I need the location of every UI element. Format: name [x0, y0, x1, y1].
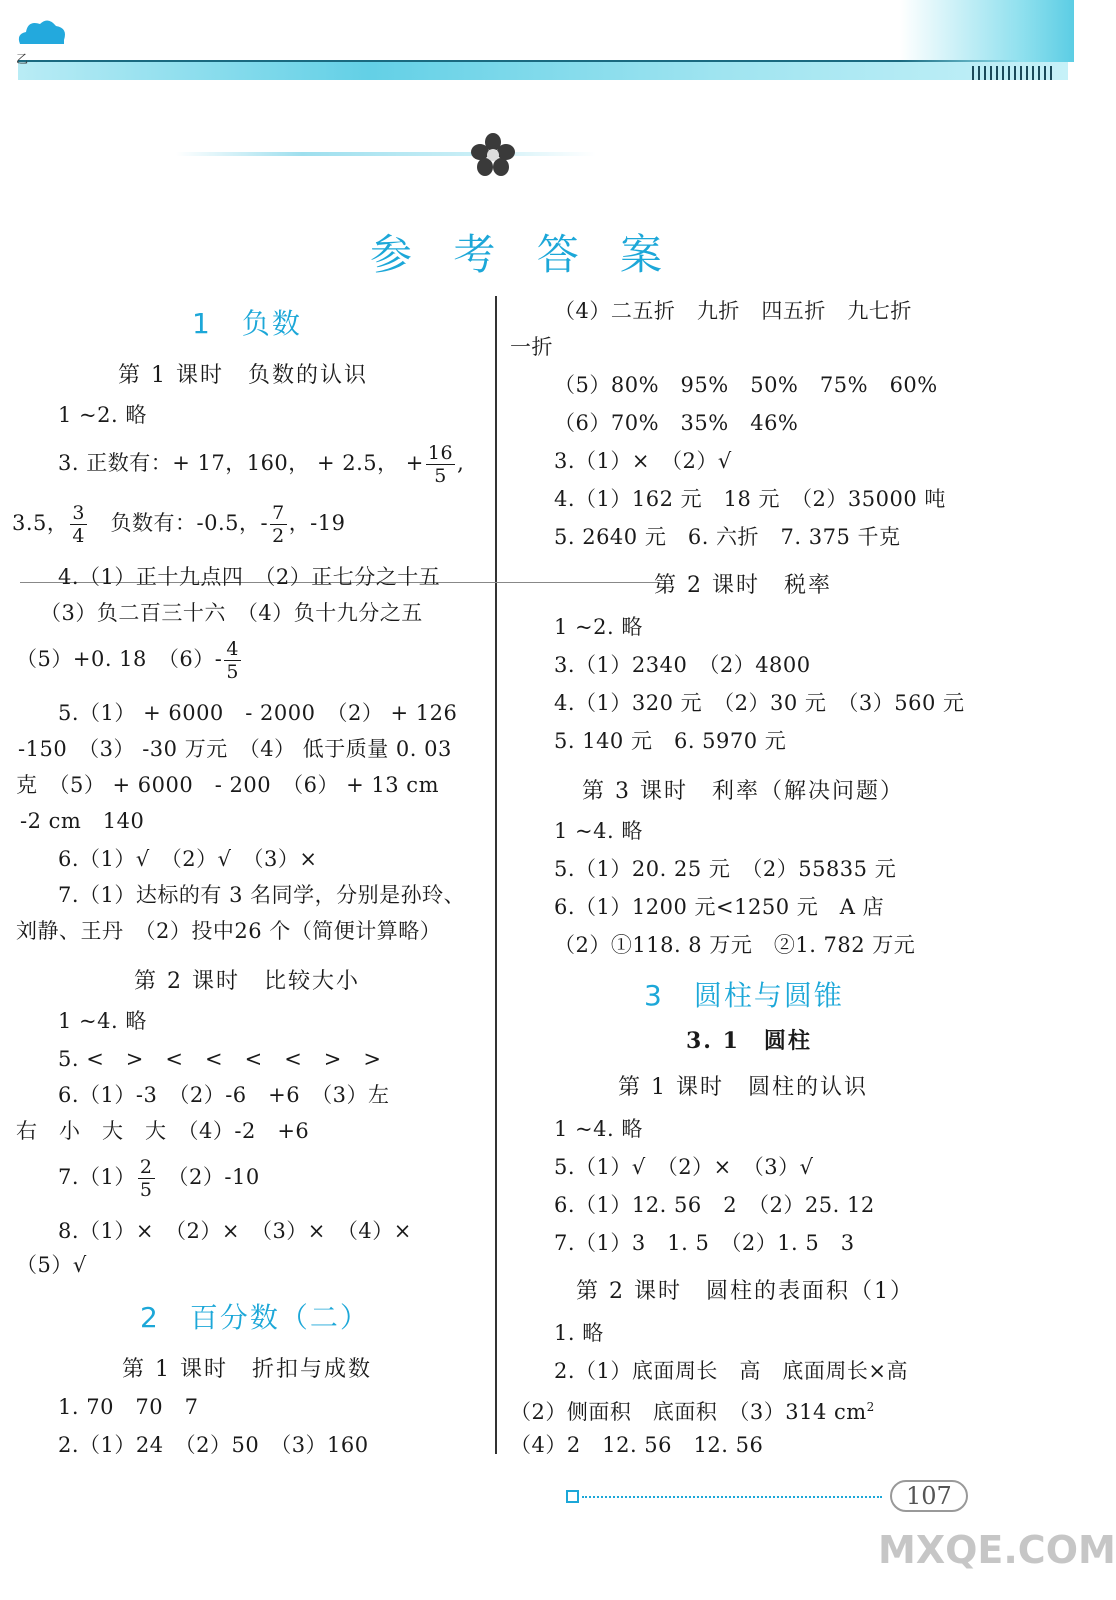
fraction: $\frac{2}{5}$ — [139, 1156, 153, 1201]
header-mark: 乙 — [16, 52, 29, 66]
watermark: MXQE.COM — [878, 1528, 1116, 1572]
answer-line: 5.（1）20. 25 元 （2）55835 元 — [554, 857, 897, 881]
section-name: 圆柱与圆锥 — [693, 979, 844, 1012]
answer-line: （4）2 12. 56 12. 56 — [510, 1433, 764, 1457]
answer-line: 7.（1）达标的有 3 名同学，分别是孙玲、 — [58, 883, 466, 907]
subsection-title: 3. 1 圆柱 — [686, 1028, 812, 1054]
lesson-title: 第 2 课时 圆柱的表面积（1） — [576, 1279, 914, 1304]
answer-line: -150 （3） -30 万元 （4） 低于质量 0. 03 — [18, 737, 452, 761]
column-divider — [495, 296, 497, 1454]
answer-line: （5）+0. 18 （6）- $\frac{4}{5}$ — [16, 638, 239, 683]
lesson-title: 第 1 课时 折扣与成数 — [122, 1357, 372, 1382]
answer-line: 1 ~4. 略 — [554, 819, 643, 843]
answer-line: （2）侧面积 底面积 （3）314 $cm^2$ — [510, 1400, 875, 1424]
section-1-title — [192, 302, 302, 342]
answer-line: 1 ~4. 略 — [58, 1009, 147, 1033]
header-barcode-icon — [972, 66, 1052, 80]
answer-line: 6.（1）√ （2）√ （3）× — [58, 847, 318, 871]
answer-line: （6）70% 35% 46% — [554, 411, 799, 435]
lesson-title: 第 1 课时 负数的认识 — [118, 363, 368, 388]
section-2-title — [140, 1296, 370, 1336]
answer-line: 6.（1）-3 （2）-6 +6 （3）左 — [58, 1083, 390, 1107]
footer-dotted-line — [582, 1496, 882, 1498]
page-number: 107 — [890, 1480, 968, 1512]
cloud-icon — [16, 16, 68, 48]
answer-line: 克 （5） + 6000 - 200 （6） + 13 cm — [16, 773, 439, 797]
section-name: 百分数（二） — [189, 1301, 370, 1334]
fraction: $\frac{7}{2}$ — [272, 502, 285, 547]
header-corner-block — [900, 0, 1074, 62]
answer-line: 5.（1）√ （2）× （3）√ — [554, 1155, 814, 1179]
answer-line: 刘静、王丹 （2）投中26 个（简便计算略） — [16, 919, 442, 943]
answer-line: 5. 2640 元 6. 六折 7. 375 千克 — [554, 525, 901, 549]
answer-line: 2.（1）24 （2）50 （3）160 — [58, 1433, 369, 1457]
lesson-title: 第 3 课时 利率（解决问题） — [582, 779, 904, 804]
answer-line: （2）①118. 8 万元 ②1. 782 万元 — [554, 933, 916, 957]
section-3-title — [644, 974, 844, 1014]
answer-line: 5. < > < < < < > > — [58, 1047, 382, 1071]
answer-line: 4.（1）320 元 （2）30 元 （3）560 元 — [554, 691, 965, 715]
answer-line: 右 小 大 大 （4）-2 +6 — [16, 1119, 310, 1143]
header-band — [18, 62, 1068, 80]
footer-square-icon — [566, 1490, 579, 1503]
answer-line: 5.（1） + 6000 - 2000 （2） + 126 — [58, 701, 458, 725]
lesson-title: 第 2 课时 比较大小 — [134, 969, 360, 994]
answer-line: 2.（1）底面周长 高 底面周长×高 — [554, 1359, 908, 1383]
page-title: 参 考 答 案 — [370, 230, 677, 279]
answer-line: 1. 略 — [554, 1321, 604, 1345]
fraction: $\frac{4}{5}$ — [226, 638, 239, 683]
flower-icon — [468, 132, 518, 178]
answer-line: 5. 140 元 6. 5970 元 — [554, 729, 787, 753]
answer-line: 4.（1）正十九点四 （2）正七分之十五 — [58, 565, 441, 589]
divider-line — [176, 152, 596, 156]
answer-line: 4.（1）162 元 18 元 （2）35000 吨 — [554, 487, 946, 511]
answer-line: 3. 正数有：+ 17，160， + 2.5， + $\frac{16}{5}$ , — [58, 442, 465, 487]
fraction: $\frac{16}{5}$ — [427, 442, 454, 487]
answer-line: 8.（1）× （2）× （3）× （4）× — [58, 1219, 412, 1243]
section-number: 2 — [140, 1301, 160, 1334]
answer-line: 1. 70 70 7 — [58, 1395, 199, 1419]
section-number: 3 — [644, 979, 664, 1012]
answer-line: （4）二五折 九折 四五折 九七折 — [554, 299, 912, 323]
answer-line: 7.（1）3 1. 5 （2）1. 5 3 — [554, 1231, 855, 1255]
section-name: 负数 — [241, 307, 302, 340]
answer-line: 6.（1）1200 元<1250 元 A 店 — [554, 895, 885, 919]
answer-line: 1 ~4. 略 — [554, 1117, 643, 1141]
answer-line: （5）√ — [16, 1253, 87, 1277]
answer-line: 3.5， $\frac{3}{4}$ 负数有：-0.5，- $\frac{7}{2}$ ，-19 — [12, 502, 346, 547]
answer-line: 3.（1）2340 （2）4800 — [554, 653, 811, 677]
answer-line: 7.（1） $\frac{2}{5}$ （2）-10 — [58, 1156, 260, 1201]
answer-line: -2 cm 140 — [20, 809, 145, 833]
fraction: $\frac{3}{4}$ — [72, 502, 85, 547]
answer-line: 6.（1）12. 56 2 （2）25. 12 — [554, 1193, 875, 1217]
answer-line: 1 ~2. 略 — [58, 403, 147, 427]
answer-line: （5）80% 95% 50% 75% 60% — [554, 373, 938, 397]
answer-line: 1 ~2. 略 — [554, 615, 643, 639]
lesson-title: 第 2 课时 税率 — [654, 573, 832, 598]
answer-line: 3.（1）× （2）√ — [554, 449, 732, 473]
answer-line: （3）负二百三十六 （4）负十九分之五 — [40, 601, 423, 625]
lesson-title: 第 1 课时 圆柱的认识 — [618, 1075, 868, 1100]
section-number: 1 — [192, 307, 212, 340]
answer-line: 一折 — [510, 335, 553, 359]
